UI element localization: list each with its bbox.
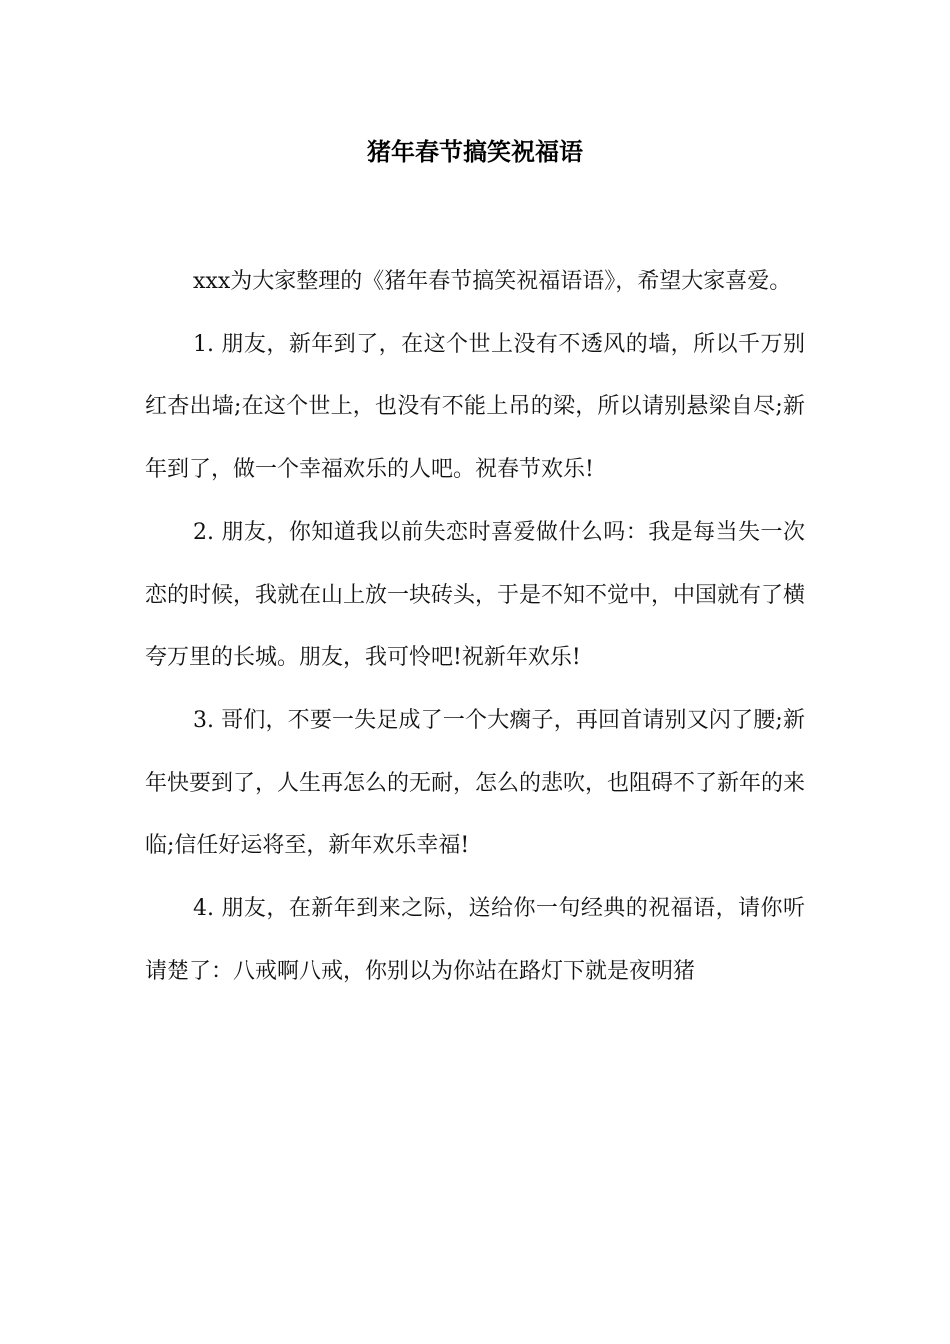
paragraph-3: 3. 哥们，不要一失足成了一个大瘸子，再回首请别又闪了腰;新年快要到了，人生再怎么的无耐，怎么的悲吹，也阻碍不了新年的来临;信任好运将至，新年欢乐幸福! xyxy=(145,707,806,859)
document-title: 猪年春节搞笑祝福语 xyxy=(367,137,583,166)
document-body xyxy=(145,251,805,1003)
paragraph-intro: xxx为大家整理的《猪年春节搞笑祝福语语》，希望大家喜爱。 xyxy=(193,269,792,294)
paragraph-2: 2. 朋友，你知道我以前失恋时喜爱做什么吗：我是每当失一次恋的时候，我就在山上放一块砖头，于是不知不觉中，中国就有了横夸万里的长城。朋友，我可怜吧!祝新年欢乐! xyxy=(145,519,806,671)
paragraph-4: 4. 朋友，在新年到来之际，送给你一句经典的祝福语，请你听请楚了：八戒啊八戒，你别以为你站在路灯下就是夜明猪 xyxy=(145,896,805,984)
paragraph-1: 1. 朋友，新年到了，在这个世上没有不透风的墙，所以千万别红杏出墙;在这个世上，也没有不能上吊的梁，所以请别悬梁自尽;新年到了，做一个幸福欢乐的人吧。祝春节欢乐! xyxy=(145,331,805,483)
